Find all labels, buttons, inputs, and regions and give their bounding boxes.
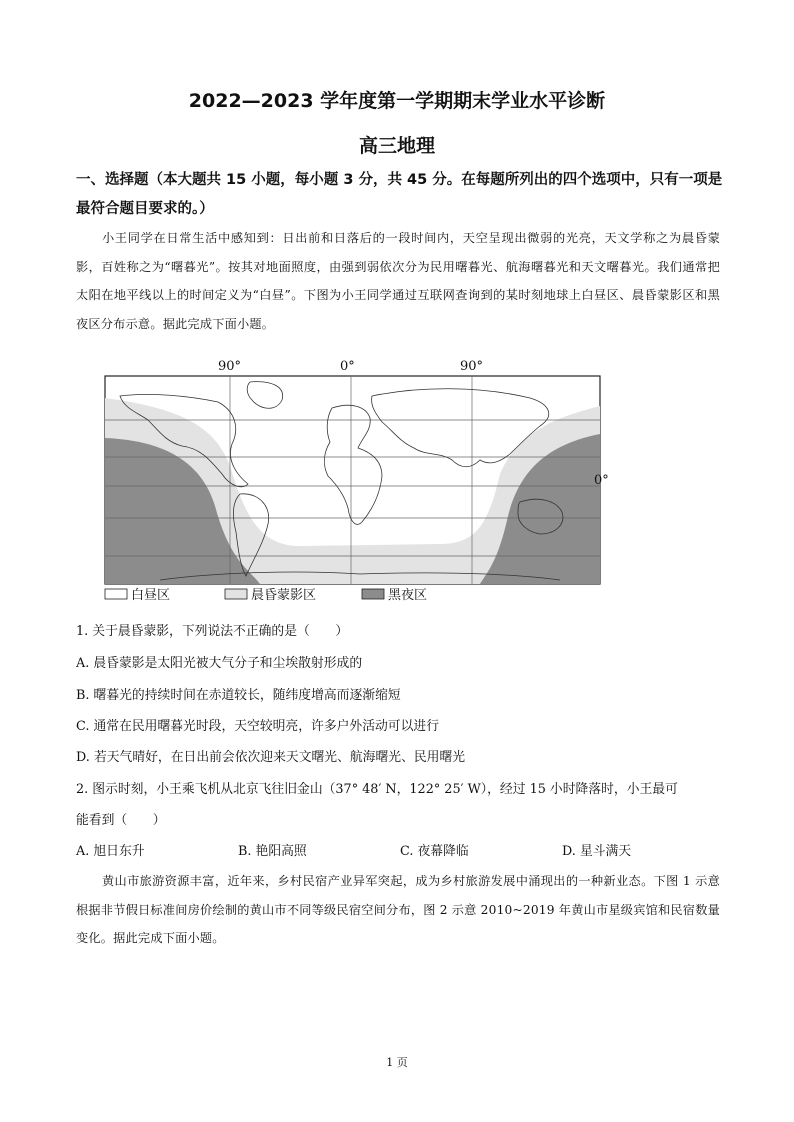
question-2-option-b: B. 艳阳高照 bbox=[238, 844, 307, 859]
question-1-option-c: C. 通常在民用曙暮光时段，天空较明亮，许多户外活动可以进行 bbox=[76, 719, 439, 734]
question-2-stem-line2: 能看到（ ） bbox=[76, 813, 166, 828]
section-heading: 一、选择题（本大题共 15 小题，每小题 3 分，共 45 分。在每题所列出的四个选项中，只有一项是最符合题目要求的。） bbox=[76, 172, 723, 217]
legend-swatch-twilight bbox=[225, 589, 247, 599]
lat-label-0: 0° bbox=[594, 473, 609, 488]
passage-one: 小王同学在日常生活中感知到：日出前和日落后的一段时间内，天空呈现出微弱的光亮，天文学称之为晨昏蒙影，百姓称之为“曙暮光”。按其对地面照度，由强到弱依次分为民用曙暮光、航海曙暮光和天文曙暮光。我们通常把太阳在地平线以上的时间定义为“白昼”。下图为小王同学通过互联网查询到的某时刻地球上白昼区、晨昏蒙影区和黑夜区分布示意。据此完成下面小题。 bbox=[76, 231, 720, 331]
question-2-stem-line1: 2. 图示时刻，小王乘飞机从北京飞往旧金山（37° 48′ N，122° 25′ W），经过 15 小时降落时，小王最可 bbox=[76, 782, 678, 797]
question-2-option-a: A. 旭日东升 bbox=[76, 844, 145, 859]
question-2-option-c: C. 夜幕降临 bbox=[400, 844, 469, 859]
question-2-option-d: D. 星斗满天 bbox=[562, 844, 632, 859]
question-2-options bbox=[76, 840, 720, 862]
legend-swatch-night bbox=[362, 589, 384, 599]
legend-label-day: 白昼区 bbox=[131, 588, 171, 603]
lon-label-0: 0° bbox=[340, 359, 355, 374]
question-1-option-a: A. 晨昏蒙影是太阳光被大气分子和尘埃散射形成的 bbox=[76, 656, 363, 671]
map-svg bbox=[100, 356, 609, 606]
lon-label-90e: 90° bbox=[460, 359, 484, 374]
world-map-figure bbox=[100, 356, 609, 606]
question-1-option-b: B. 曙暮光的持续时间在赤道较长，随纬度增高而逐渐缩短 bbox=[76, 688, 401, 703]
map-legend bbox=[105, 587, 427, 603]
page-subtitle: 高三地理 bbox=[358, 135, 435, 157]
page-number: 1 页 bbox=[386, 1056, 408, 1069]
legend-swatch-day bbox=[105, 589, 127, 599]
legend-label-night: 黑夜区 bbox=[388, 588, 428, 603]
lon-label-90w: 90° bbox=[218, 359, 242, 374]
passage-two: 黄山市旅游资源丰富，近年来，乡村民宿产业异军突起，成为乡村旅游发展中涌现出的一种新业态。下图 1 示意根据非节假日标准间房价绘制的黄山市不同等级民宿空间分布，图 2 示意 2010~2019 年黄山市星级宾馆和民宿数量变化。据此完成下面小题。 bbox=[76, 874, 720, 945]
legend-label-twilight: 晨昏蒙影区 bbox=[251, 588, 317, 603]
question-1-option-d: D. 若天气晴好，在日出前会依次迎来天文曙光、航海曙光、民用曙光 bbox=[76, 750, 466, 765]
page-title: 2022—2023 学年度第一学期期末学业水平诊断 bbox=[188, 90, 606, 112]
question-1-stem: 1. 关于晨昏蒙影，下列说法不正确的是（ ） bbox=[76, 624, 349, 639]
